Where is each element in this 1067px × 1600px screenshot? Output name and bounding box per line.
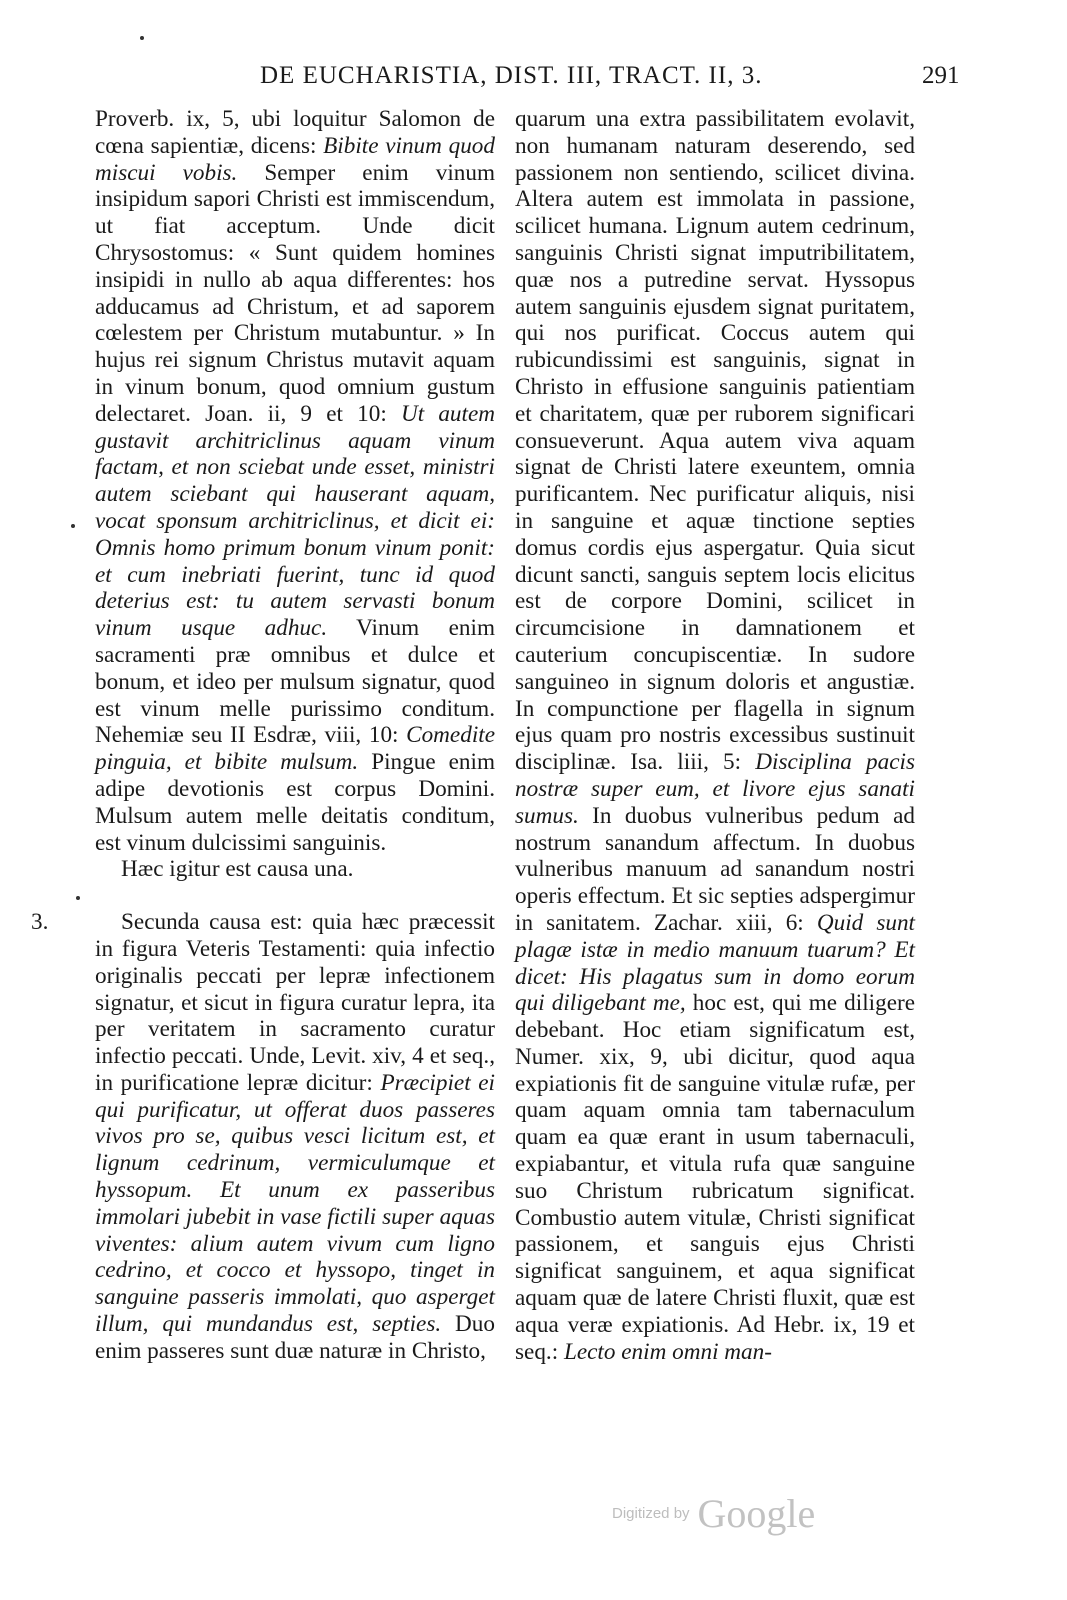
italic-quotation: Ut autem gustavit architriclinus aquam vinum factam, et non sciebat unde esset, ministri autem sciebant qui hauserant aquam, vocat sponsum architriclinus, et dicit ei: Omnis homo primum bonum vinum ponit: et cum inebriati fuerint, tunc id quod deterius est: tu autem servasti bonum vinum usque adhuc. — [95, 400, 495, 642]
section-paragraph — [31, 909, 495, 1365]
ink-speck — [140, 36, 144, 40]
paragraph — [95, 106, 495, 856]
ink-speck — [71, 524, 75, 528]
paragraph-text — [95, 909, 495, 1364]
text-run: Duo enim passeres sunt duæ naturæ in Christo, — [95, 1311, 495, 1364]
right-column — [515, 106, 915, 1365]
running-title: DE EUCHARISTIA, DIST. III, TRACT. II, 3. — [260, 62, 763, 89]
section-number: 3. — [31, 909, 49, 936]
ink-speck — [76, 896, 80, 900]
text-run: Semper enim vinum insipidum sapori Christi est immiscendum, ut fiat acceptum. Unde dicit Chrysostomus: « Sunt quidem homines insipidi in nullo ab aqua differentes: hos adducamus ad Christum, et ad saporem cœlestem per Christum mutabuntur. » In hujus rei signum Christus mutavit aquam in vinum bonum, quod omnium gustum delectaret. Joan. ii, 9 et 10: — [95, 159, 495, 427]
text-run: Secunda causa est: quia hæc præcessit in figura Veteris Testamenti: quia infectio originalis peccati per lepræ infectionem signatur, et sicut in figura curatur lepra, ita per veritatem in sacramento curatur infectio peccati. Unde, Levit. xiv, 4 et seq., in purificatione lepræ dicitur: — [95, 909, 495, 1096]
text-run: quarum una extra passibilitatem evolavit, non humanam naturam deserendo, sed passionem non sentiendo, scilicet divina. Altera autem est immolata in passione, scilicet humana. Lignum autem cedrinum, sanguinis Christi signat imputribilitatem, quæ nos a putredine servat. Hyssopus autem sanguinis ejusdem signat puritatem, qui nos purificat. Coccus autem qui rubicundissimi est sanguinis, signat in Christo in effusione sanguinis patientiam et charitatem, quæ per ruborem significari consueverunt. Aqua autem viva aquam signat de Christi latere exeuntem, omnia purificantem. Nec purificatur aliquis, nisi in sanguine et aquæ tinctione septies domus cordis ejus aspergatur. Quia sicut dicunt sancti, sanguis septem locis elicitus est de corpore Domini, scilicet in circumcisione in damnationem et cauterium concupiscentiæ. In sudore sanguineo in signum doloris et angustiæ. In compunctione per flagella in signum ejus quam pro nostris excessibus sustinuit disciplinæ. Isa. liii, 5: — [515, 106, 915, 776]
text-run: Pingue enim adipe devotionis est corpus Domini. Mulsum autem melle deitatis conditum, est vinum dulcissimi sanguinis. — [95, 749, 495, 856]
italic-quotation: Lecto enim omni man- — [563, 1338, 772, 1365]
google-logo: Google — [697, 1491, 816, 1536]
italic-quotation: Quid sunt plagæ istæ in medio manuum tuarum? Et dicet: His plagatus sum in domo eorum qui diligebant me, — [515, 909, 915, 1017]
paragraph: Hæc igitur est causa una. — [121, 856, 354, 883]
text-run: Vinum enim sacramenti præ omnibus et dulce et bonum, et ideo per mulsum signatur, quod est vinum melle purissimo conditum. Nehemiæ seu II Esdræ, viii, 10: — [95, 615, 496, 749]
page-header — [0, 62, 1067, 98]
italic-quotation: Bibite vinum quod miscui vobis. — [95, 132, 495, 186]
digitization-watermark — [612, 1490, 815, 1537]
italic-quotation: Præcipiet ei qui purificatur, ut offerat duos passeres vivos pro se, quibus vesci licitum est, et lignum cedrinum, vermiculumque et hyssopum. Et unum ex passeribus immolari jubebit in vase fictili super aquas viventes: alium autem vivum cum ligno cedrino, et cocco et hyssopo, tinget in sanguine passeris immolati, quo asperget illum, qui mundandus est, septies. — [95, 1069, 495, 1338]
italic-quotation: Disciplina pacis nostræ super eum, et livore ejus sanati sumus. — [515, 749, 915, 829]
text-run: Proverb. ix, 5, ubi loquitur Salomon de cœna sapientiæ, dicens: — [95, 106, 495, 159]
text-run: In duobus vulneribus pedum ad nostrum sanandum affectum. In duobus vulneribus manuum ad sanandum nostri operis effectum. Et sic septies adspergimur in sanitatem. Zachar. xiii, 6: — [515, 802, 915, 936]
left-column — [31, 106, 496, 1365]
digitized-by-label: Digitized by — [612, 1505, 690, 1522]
text-run: hoc est, qui me diligere debebant. Hoc etiam significatum est, Numer. xix, 9, ubi dicitur, quod aqua expiationis fit de sanguine vitulæ rufæ, per quam aquam omnia tam tabernaculum quam ea quæ erant in usum tabernaculi, expiabantur, et vitula rufa quæ sanguine suo Christum rubricatum significat. Combustio autem vitulæ, Christi significat passionem, et sanguis ejus Christi significat sanguinem, et aqua significat aquam quæ de latere Christi fluxit, quæ est aqua veræ expiationis. Ad Hebr. ix, 19 et seq.: — [515, 990, 916, 1365]
italic-quotation: Comedite pinguia, et bibite mulsum. — [95, 722, 495, 776]
paragraph — [515, 106, 915, 1365]
page-number: 291 — [922, 62, 960, 89]
